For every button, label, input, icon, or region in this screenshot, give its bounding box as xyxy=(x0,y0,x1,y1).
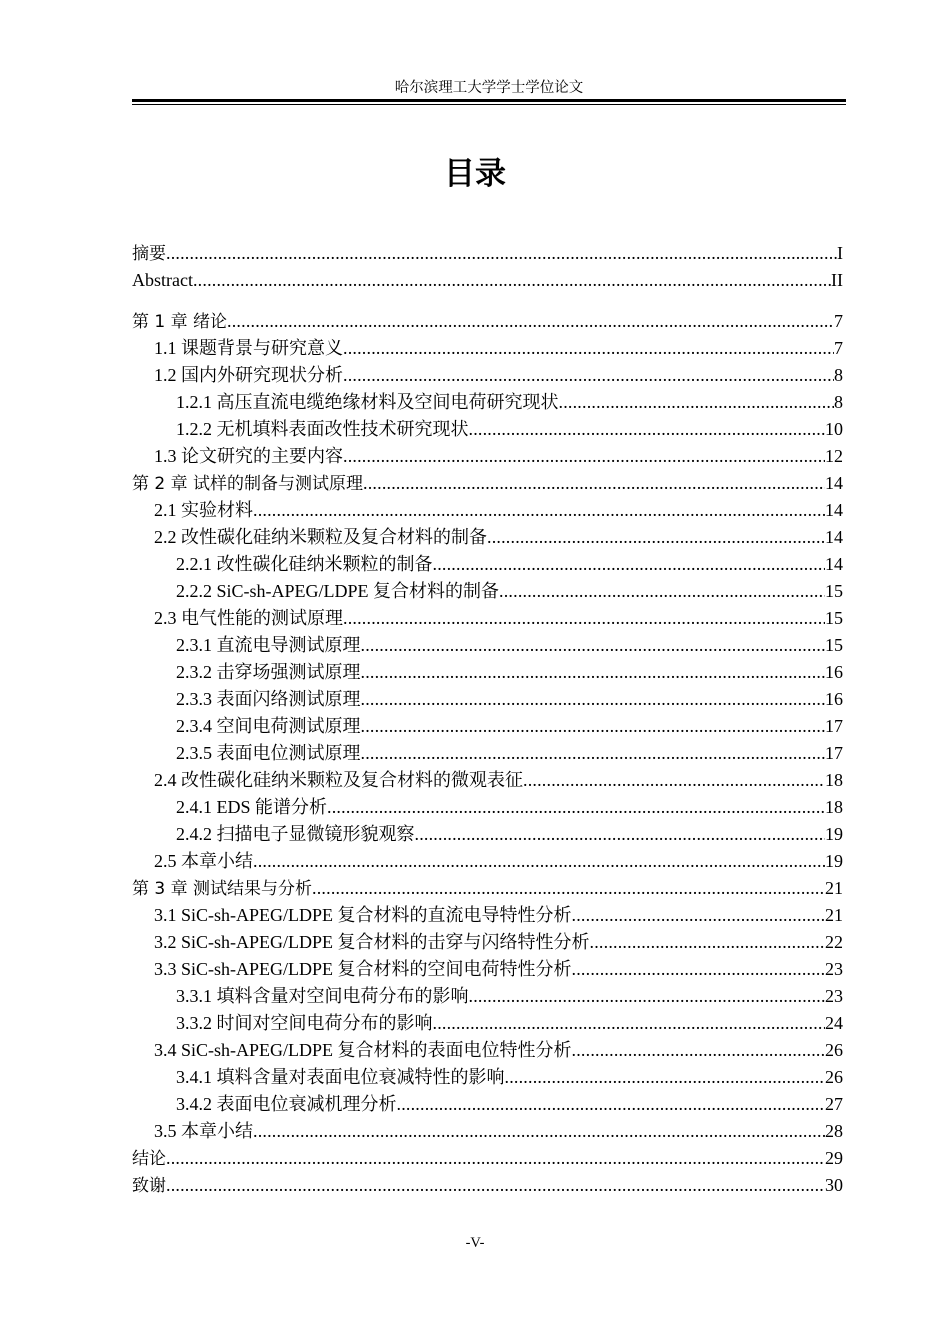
page-title: 目录 xyxy=(444,156,506,192)
toc-entry-page: 14 xyxy=(825,500,843,520)
toc-entry-page: 15 xyxy=(825,608,843,628)
toc-entry[interactable] xyxy=(132,767,843,794)
table-of-contents xyxy=(132,240,843,1199)
toc-entry-page: 26 xyxy=(825,1040,843,1060)
toc-entry-title: 1.2.1 高压直流电缆绝缘材料及空间电荷研究现状 xyxy=(176,392,559,412)
toc-leader-dots xyxy=(572,1037,825,1064)
toc-entry[interactable] xyxy=(132,686,843,713)
toc-entry-title: 3.3 SiC-sh-APEG/LDPE 复合材料的空间电荷特性分析 xyxy=(154,959,572,979)
toc-entry-title: 结论 xyxy=(132,1149,166,1169)
toc-leader-dots xyxy=(469,983,826,1010)
toc-leader-dots xyxy=(327,794,825,821)
toc-entry[interactable] xyxy=(132,929,843,956)
toc-entry[interactable] xyxy=(132,308,843,335)
toc-leader-dots xyxy=(363,470,825,497)
toc-entry-page: 12 xyxy=(825,446,843,466)
toc-leader-dots xyxy=(415,821,826,848)
toc-entry-title: 2.2 改性碳化硅纳米颗粒及复合材料的制备 xyxy=(154,527,487,547)
toc-leader-dots xyxy=(505,1064,826,1091)
toc-entry-page: 7 xyxy=(834,338,843,358)
toc-leader-dots xyxy=(572,902,825,929)
toc-entry[interactable] xyxy=(132,1118,843,1145)
toc-entry-title: 致谢 xyxy=(132,1176,166,1196)
toc-leader-dots xyxy=(343,335,834,362)
toc-entry-page: I xyxy=(837,243,843,263)
toc-leader-dots xyxy=(523,767,825,794)
toc-leader-dots xyxy=(253,497,825,524)
toc-entry-title: 3.4.2 表面电位衰减机理分析 xyxy=(176,1094,397,1114)
toc-entry-title: 2.2.1 改性碳化硅纳米颗粒的制备 xyxy=(176,554,433,574)
toc-entry-title: 3.5 本章小结 xyxy=(154,1121,253,1141)
toc-entry-title: 3.4 SiC-sh-APEG/LDPE 复合材料的表面电位特性分析 xyxy=(154,1040,572,1060)
toc-entry[interactable] xyxy=(132,659,843,686)
toc-leader-dots xyxy=(487,524,825,551)
toc-entry[interactable] xyxy=(132,524,843,551)
toc-entry-title: 2.3.2 击穿场强测试原理 xyxy=(176,662,361,682)
toc-entry-title: 2.3.4 空间电荷测试原理 xyxy=(176,716,361,736)
toc-leader-dots xyxy=(361,686,826,713)
toc-entry-title: 2.4.1 EDS 能谱分析 xyxy=(176,797,328,817)
toc-entry[interactable] xyxy=(132,875,843,902)
toc-entry[interactable] xyxy=(132,821,843,848)
toc-entry-title: 2.2.2 SiC-sh-APEG/LDPE 复合材料的制备 xyxy=(176,581,500,601)
toc-entry-title: 2.3 电气性能的测试原理 xyxy=(154,608,343,628)
toc-entry-title: 3.4.1 填料含量对表面电位衰减特性的影响 xyxy=(176,1067,505,1087)
toc-entry-title: 2.3.5 表面电位测试原理 xyxy=(176,743,361,763)
toc-leader-dots xyxy=(312,875,825,902)
running-header: 哈尔滨理工大学学士学位论文 xyxy=(394,80,584,96)
toc-entry-page: 15 xyxy=(825,635,843,655)
toc-entry[interactable] xyxy=(132,335,843,362)
toc-entry[interactable] xyxy=(132,605,843,632)
toc-entry-title: 摘要 xyxy=(132,244,166,264)
toc-entry-title: 1.2 国内外研究现状分析 xyxy=(154,365,343,385)
toc-leader-dots xyxy=(193,267,831,294)
toc-leader-dots xyxy=(499,578,825,605)
toc-leader-dots xyxy=(361,659,826,686)
toc-entry-title: 3.3.1 填料含量对空间电荷分布的影响 xyxy=(176,986,469,1006)
toc-entry[interactable] xyxy=(132,632,843,659)
toc-leader-dots xyxy=(433,1010,826,1037)
header-rule-thin xyxy=(132,104,846,105)
toc-entry[interactable] xyxy=(132,1064,843,1091)
toc-leader-dots xyxy=(253,848,825,875)
toc-entry-page: 23 xyxy=(825,959,843,979)
toc-entry[interactable] xyxy=(132,1010,843,1037)
toc-entry-title: 2.4 改性碳化硅纳米颗粒及复合材料的微观表征 xyxy=(154,770,523,790)
toc-entry-title: 3.2 SiC-sh-APEG/LDPE 复合材料的击穿与闪络特性分析 xyxy=(154,932,590,952)
toc-leader-dots xyxy=(572,956,825,983)
toc-entry-page: 16 xyxy=(825,689,843,709)
toc-leader-dots xyxy=(343,443,825,470)
toc-entry-page: 17 xyxy=(825,716,843,736)
toc-leader-dots xyxy=(343,362,834,389)
toc-leader-dots xyxy=(361,740,826,767)
toc-entry-page: 10 xyxy=(825,419,843,439)
toc-entry-title: 1.2.2 无机填料表面改性技术研究现状 xyxy=(176,419,469,439)
toc-leader-dots xyxy=(559,389,835,416)
toc-entry-page: 23 xyxy=(825,986,843,1006)
page-number: -V- xyxy=(465,1235,485,1251)
toc-entry-title: 2.4.2 扫描电子显微镜形貌观察 xyxy=(176,824,415,844)
toc-leader-dots xyxy=(166,1172,825,1199)
toc-leader-dots xyxy=(343,605,825,632)
toc-entry-page: 14 xyxy=(825,554,843,574)
toc-entry-page: 21 xyxy=(825,878,843,898)
toc-entry-page: 8 xyxy=(834,365,843,385)
toc-entry-title: 2.3.3 表面闪络测试原理 xyxy=(176,689,361,709)
toc-entry-page: 30 xyxy=(825,1175,843,1195)
toc-entry-page: 18 xyxy=(825,797,843,817)
toc-entry-title: 1.1 课题背景与研究意义 xyxy=(154,338,343,358)
toc-entry-title: 2.1 实验材料 xyxy=(154,500,253,520)
toc-entry[interactable] xyxy=(132,578,843,605)
toc-entry[interactable] xyxy=(132,983,843,1010)
toc-entry[interactable] xyxy=(132,794,843,821)
toc-entry[interactable] xyxy=(132,902,843,929)
toc-entry-page: 17 xyxy=(825,743,843,763)
toc-entry-page: 22 xyxy=(825,932,843,952)
toc-entry-page: 21 xyxy=(825,905,843,925)
toc-entry[interactable] xyxy=(132,267,843,294)
toc-entry[interactable] xyxy=(132,1091,843,1118)
toc-entry-title: 3.1 SiC-sh-APEG/LDPE 复合材料的直流电导特性分析 xyxy=(154,905,572,925)
toc-entry-page: 26 xyxy=(825,1067,843,1087)
toc-entry-title: 第 1 章 绪论 xyxy=(132,312,228,332)
toc-leader-dots xyxy=(469,416,826,443)
toc-entry-page: 19 xyxy=(825,851,843,871)
toc-entry[interactable] xyxy=(132,443,843,470)
toc-leader-dots xyxy=(433,551,826,578)
toc-entry-page: 28 xyxy=(825,1121,843,1141)
toc-entry[interactable] xyxy=(132,1145,843,1172)
toc-leader-dots xyxy=(590,929,825,956)
toc-gap xyxy=(132,294,843,308)
toc-entry-page: 8 xyxy=(834,392,843,412)
toc-entry-page: 15 xyxy=(825,581,843,601)
toc-leader-dots xyxy=(227,308,834,335)
header-rule-thick xyxy=(132,99,846,102)
toc-entry[interactable] xyxy=(132,497,843,524)
toc-entry-title: 3.3.2 时间对空间电荷分布的影响 xyxy=(176,1013,433,1033)
toc-leader-dots xyxy=(361,713,826,740)
toc-entry[interactable] xyxy=(132,389,843,416)
toc-leader-dots xyxy=(166,240,837,267)
toc-entry[interactable] xyxy=(132,240,843,267)
toc-entry-page: 19 xyxy=(825,824,843,844)
toc-entry[interactable] xyxy=(132,470,843,497)
toc-entry[interactable] xyxy=(132,416,843,443)
toc-entry[interactable] xyxy=(132,740,843,767)
toc-entry-page: 24 xyxy=(825,1013,843,1033)
toc-entry[interactable] xyxy=(132,956,843,983)
toc-entry-page: 14 xyxy=(825,473,843,493)
toc-entry-title: 第 2 章 试样的制备与测试原理 xyxy=(132,474,364,494)
toc-leader-dots xyxy=(253,1118,825,1145)
toc-entry[interactable] xyxy=(132,1037,843,1064)
toc-entry[interactable] xyxy=(132,713,843,740)
toc-leader-dots xyxy=(361,632,826,659)
toc-entry-page: II xyxy=(831,270,843,290)
toc-entry[interactable] xyxy=(132,362,843,389)
toc-entry-title: 2.3.1 直流电导测试原理 xyxy=(176,635,361,655)
toc-entry-title: 1.3 论文研究的主要内容 xyxy=(154,446,343,466)
toc-entry-page: 27 xyxy=(825,1094,843,1114)
toc-entry-page: 16 xyxy=(825,662,843,682)
toc-leader-dots xyxy=(397,1091,826,1118)
toc-entry[interactable] xyxy=(132,1172,843,1199)
toc-entry-page: 29 xyxy=(825,1148,843,1168)
toc-leader-dots xyxy=(166,1145,825,1172)
toc-entry-title: Abstract xyxy=(132,270,193,290)
toc-entry-page: 18 xyxy=(825,770,843,790)
toc-entry-title: 第 3 章 测试结果与分析 xyxy=(132,879,313,899)
toc-entry[interactable] xyxy=(132,848,843,875)
toc-entry-page: 7 xyxy=(834,311,843,331)
toc-entry-title: 2.5 本章小结 xyxy=(154,851,253,871)
toc-entry[interactable] xyxy=(132,551,843,578)
toc-entry-page: 14 xyxy=(825,527,843,547)
